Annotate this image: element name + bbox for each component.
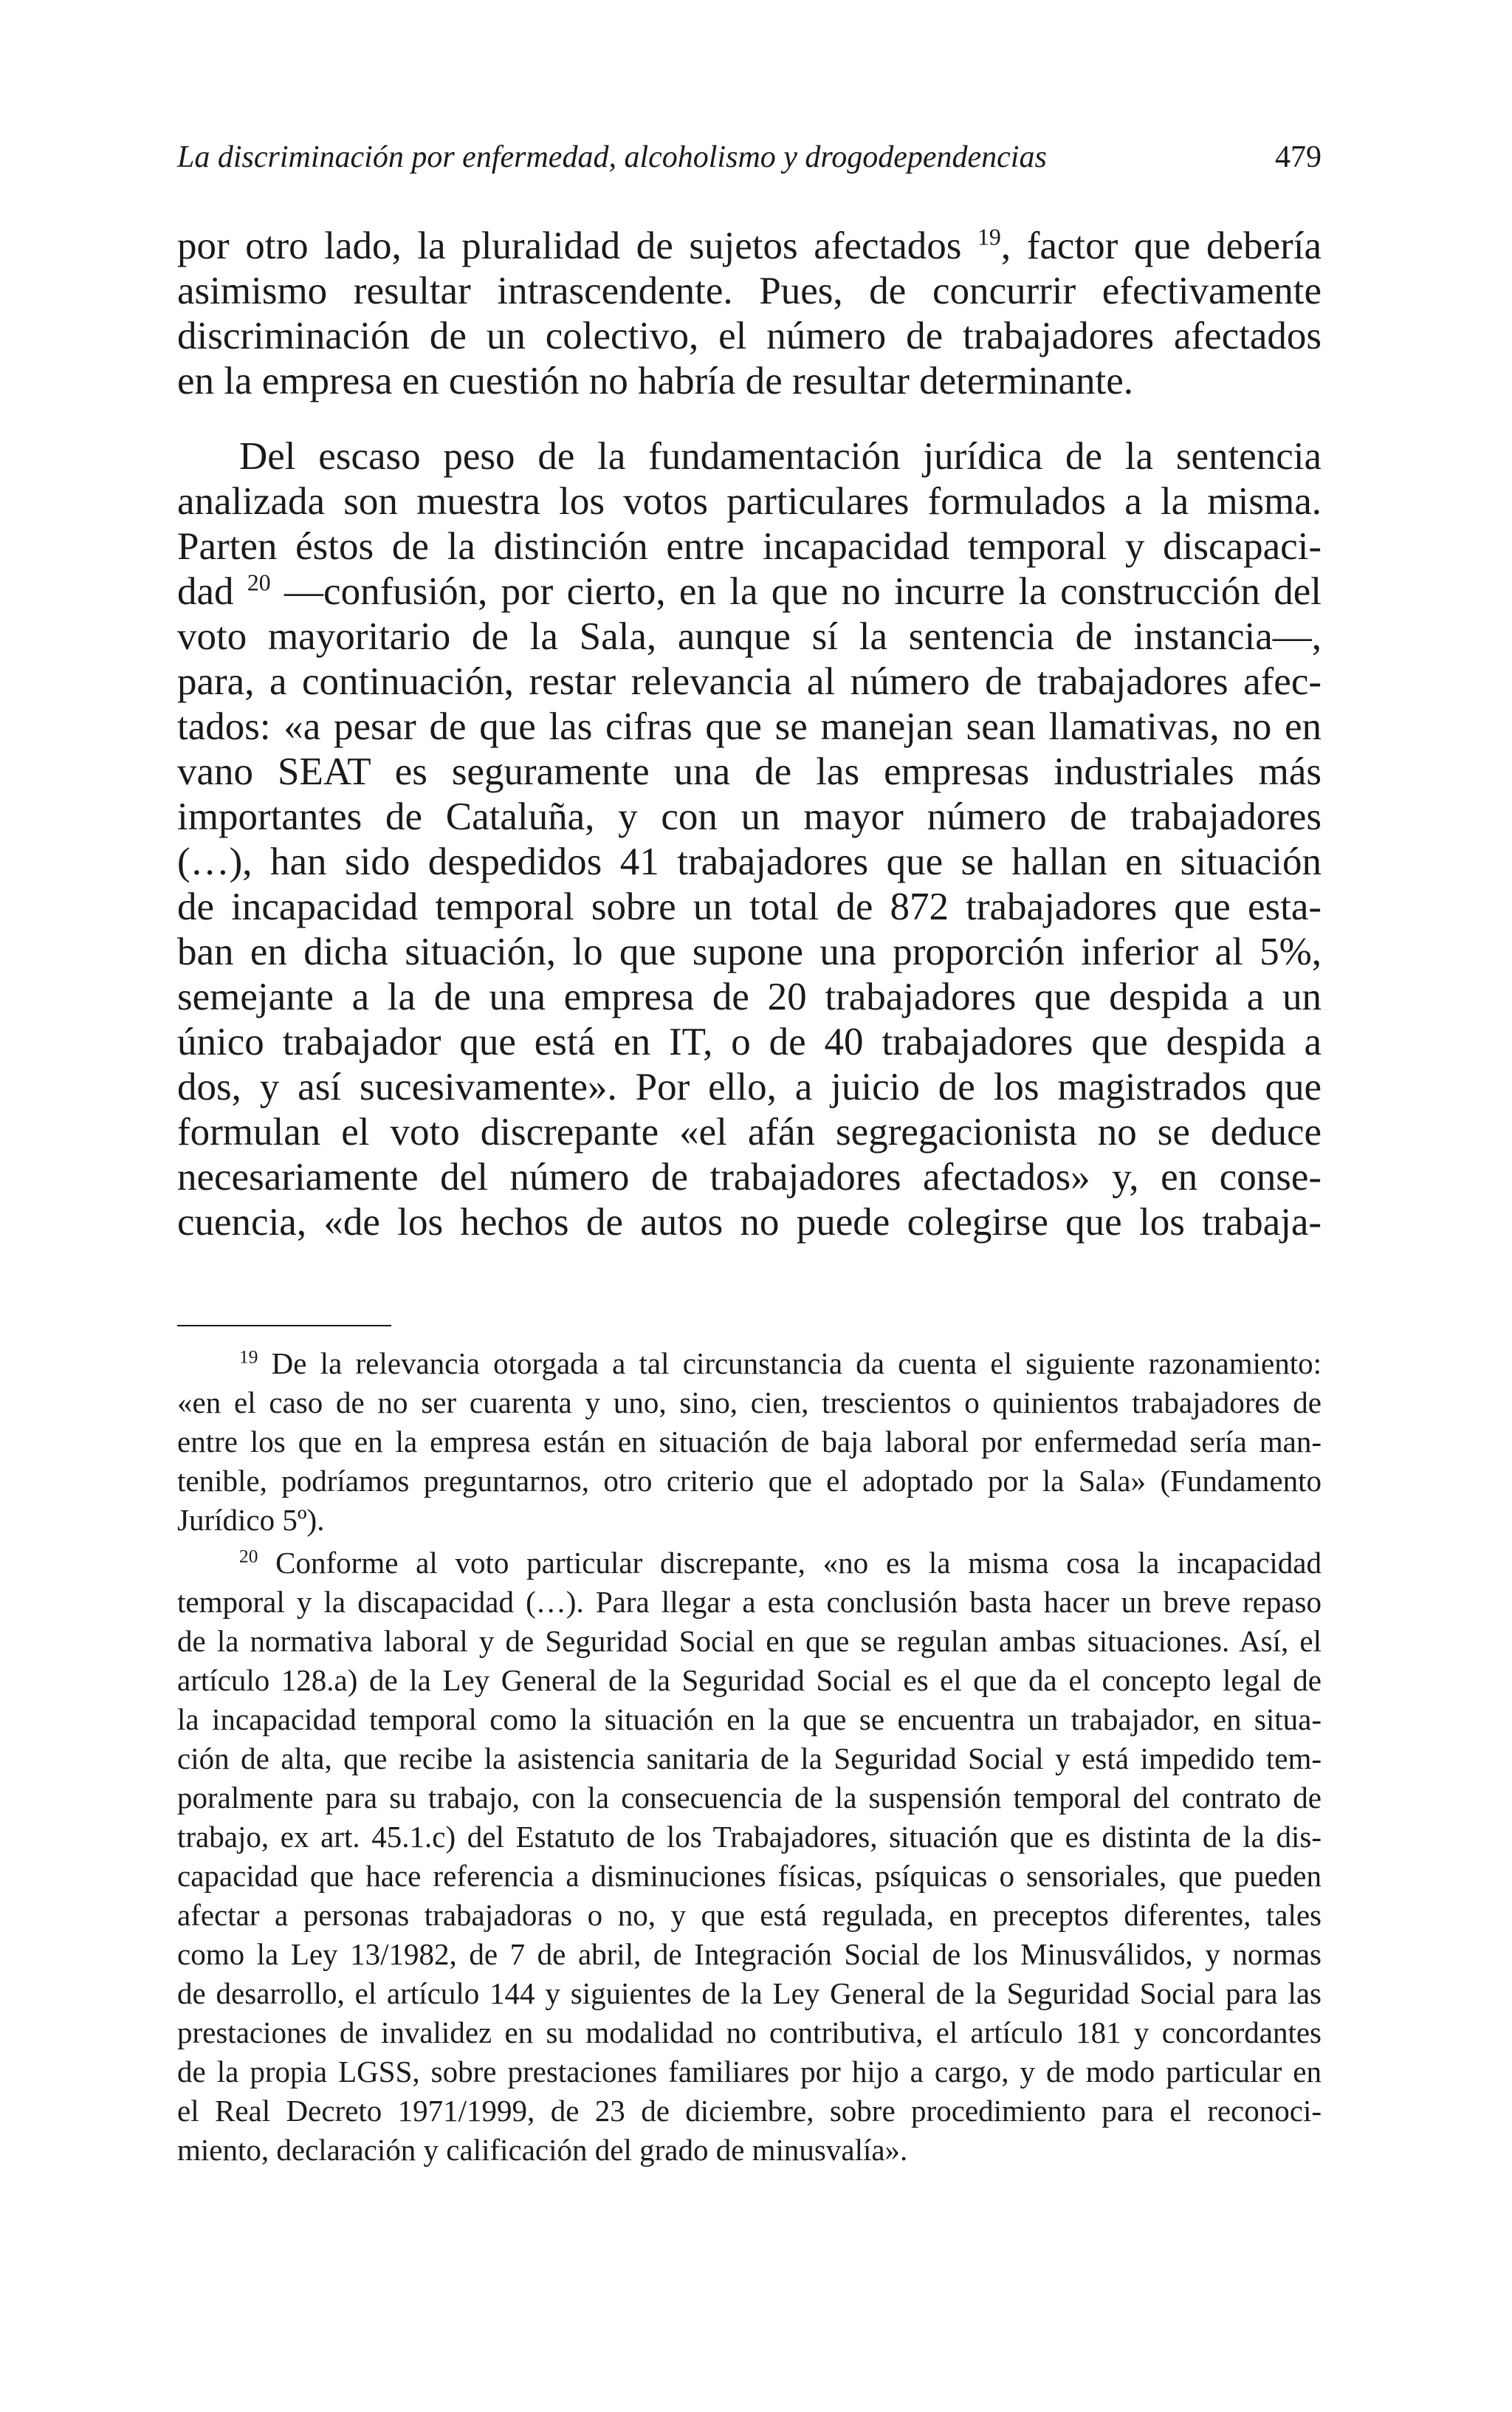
text-line: temporal y la discapacidad (…). Para llegar a esta conclusión basta hacer un breve repaso — [177, 1585, 1322, 1619]
text-line: tados: «a pesar de que las cifras que se manejan sean llamativas, no en — [177, 705, 1322, 748]
text-line: formulan el voto discrepante «el afán segregacionista no se deduce — [177, 1111, 1322, 1154]
text-line: afectar a personas trabajadoras o no, y que está regulada, en preceptos diferentes, tales — [177, 1898, 1322, 1932]
text-line: «en el caso de no ser cuarenta y uno, sino, cien, trescientos o quinientos trabajadores de — [177, 1385, 1322, 1419]
text-segment: , factor que debería — [1000, 225, 1322, 267]
text-line: único trabajador que está en IT, o de 40 trabajadores que despida a — [177, 1021, 1322, 1063]
text-line: de incapacidad temporal sobre un total de 872 trabajadores que esta- — [177, 885, 1322, 928]
paragraph — [177, 224, 1322, 404]
text-line: en la empresa en cuestión no habría de resultar determinante. — [177, 360, 1134, 402]
footnote-20 — [177, 1544, 1322, 2170]
text-line: capacidad que hace referencia a disminuciones físicas, psíquicas o sensoriales, que pueden — [177, 1859, 1322, 1893]
text-line: analizada son muestra los votos particulares formulados a la misma. — [177, 480, 1322, 523]
text-line — [177, 569, 1322, 614]
text-segment: Conforme al voto particular discrepante, «no es la misma cosa la incapacidad — [275, 1546, 1322, 1580]
text-line: entre los que en la empresa están en situación de baja laboral por enfermedad sería man- — [177, 1425, 1322, 1459]
footnotes — [177, 1344, 1322, 2170]
text-line: importantes de Cataluña, y con un mayor número de trabajadores — [177, 795, 1322, 838]
footnote-19 — [177, 1344, 1322, 1540]
text-segment: por otro lado, la pluralidad de sujetos afectados — [177, 225, 962, 267]
page-number: 479 — [1275, 140, 1322, 174]
text-line: asimismo resultar intrascendente. Pues, de concurrir efectivamente — [177, 270, 1322, 312]
text-line: prestaciones de invalidez en su modalidad no contributiva, el artículo 181 y concordantes — [177, 2015, 1322, 2049]
text-line: Del escaso peso de la fundamentación jurídica de la sentencia — [239, 435, 1322, 478]
footnote-ref-20[interactable]: 20 — [247, 569, 271, 596]
text-segment: De la relevancia otorgada a tal circunstancia da cuenta el siguiente razonamiento: — [271, 1346, 1322, 1380]
text-line: poralmente para su trabajo, con la consecuencia de la suspensión temporal del contrato de — [177, 1781, 1322, 1815]
text-line: discriminación de un colectivo, el número de trabajadores afectados — [177, 315, 1322, 357]
text-line — [177, 224, 1322, 269]
text-line: necesariamente del número de trabajadores afectados» y, en conse- — [177, 1156, 1322, 1199]
text-line: vano SEAT es seguramente una de las empresas industriales más — [177, 750, 1322, 793]
text-line: de la normativa laboral y de Seguridad Social en que se regulan ambas situaciones. Así, el — [177, 1624, 1322, 1658]
text-line: (…), han sido despedidos 41 trabajadores que se hallan en situación — [177, 840, 1322, 883]
text-line: para, a continuación, restar relevancia al número de trabajadores afec- — [177, 660, 1322, 703]
main-text — [177, 224, 1322, 1245]
footnote-ref-19[interactable]: 19 — [977, 224, 1001, 250]
footnote-number: 20 — [239, 1546, 258, 1567]
text-line: como la Ley 13/1982, de 7 de abril, de Integración Social de los Minusválidos, y normas — [177, 1937, 1322, 1971]
text-segment: —confusión, por cierto, en la que no incurre la construcción del — [284, 570, 1322, 613]
text-line: ción de alta, que recibe la asistencia sanitaria de la Seguridad Social y está impedido tem- — [177, 1741, 1322, 1775]
running-header-title: La discriminación por enfermedad, alcoholismo y drogodependencias — [177, 140, 1047, 174]
text-line: voto mayoritario de la Sala, aunque sí la sentencia de instancia—, — [177, 615, 1322, 658]
text-line: trabajo, ex art. 45.1.c) del Estatuto de los Trabajadores, situación que es distinta de la dis- — [177, 1820, 1322, 1854]
footnote-separator — [177, 1325, 391, 1326]
text-line: semejante a la de una empresa de 20 trabajadores que despida a un — [177, 976, 1322, 1018]
running-header — [177, 135, 1322, 179]
text-line — [177, 1344, 1322, 1383]
text-line: el Real Decreto 1971/1999, de 23 de diciembre, sobre procedimiento para el reconoci- — [177, 2094, 1322, 2128]
text-line: de la propia LGSS, sobre prestaciones familiares por hijo a cargo, y de modo particular en — [177, 2055, 1322, 2089]
text-line: la incapacidad temporal como la situación en la que se encuentra un trabajador, en situa- — [177, 1702, 1322, 1736]
text-line: tenible, podríamos preguntarnos, otro criterio que el adoptado por la Sala» (Fundamento — [177, 1464, 1322, 1498]
paragraph — [177, 434, 1322, 1245]
text-line: cuencia, «de los hechos de autos no puede colegirse que los trabaja- — [177, 1201, 1322, 1244]
text-segment: dad — [177, 570, 234, 613]
text-line — [177, 1544, 1322, 1583]
text-line: artículo 128.a) de la Ley General de la Seguridad Social es el que da el concepto legal de — [177, 1663, 1322, 1697]
footnote-number: 19 — [239, 1346, 258, 1368]
text-line: Jurídico 5º). — [177, 1503, 325, 1537]
text-line: ban en dicha situación, lo que supone una proporción inferior al 5%, — [177, 931, 1322, 973]
text-line: de desarrollo, el artículo 144 y siguientes de la Ley General de la Seguridad Social para las — [177, 1976, 1322, 2010]
text-line: Parten éstos de la distinción entre incapacidad temporal y discapaci- — [177, 525, 1322, 568]
text-line: miento, declaración y calificación del grado de minusvalía». — [177, 2133, 908, 2167]
text-line: dos, y así sucesivamente». Por ello, a juicio de los magistrados que — [177, 1066, 1322, 1109]
